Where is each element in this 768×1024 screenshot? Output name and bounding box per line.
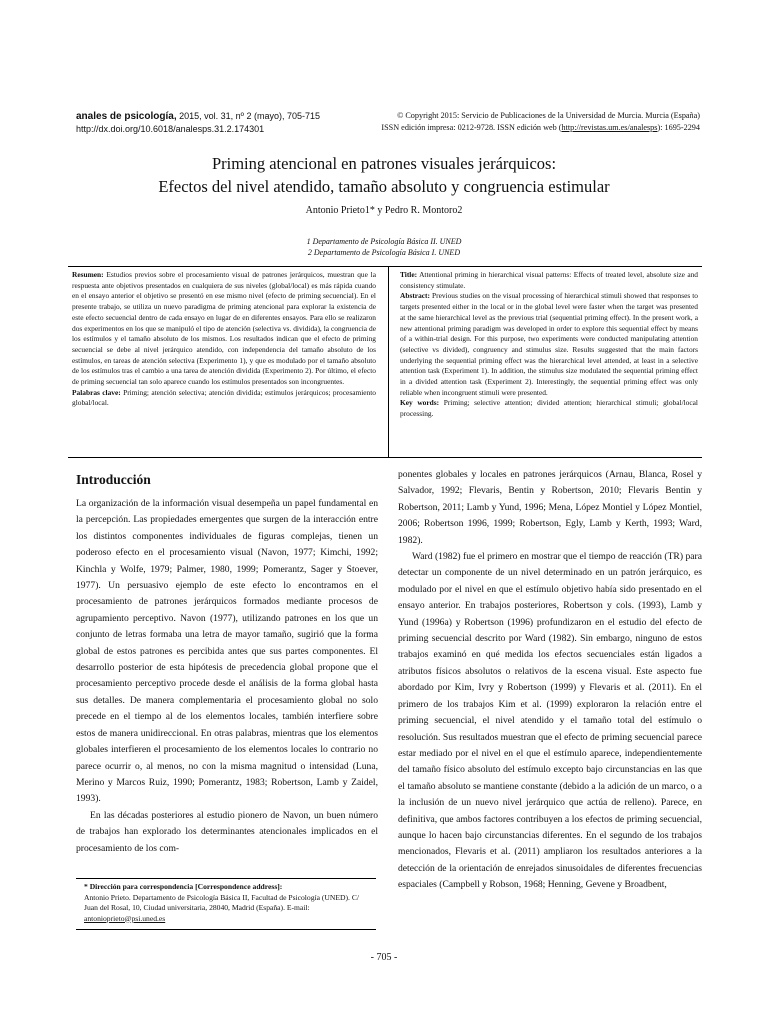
abstract-label: Abstract: — [400, 291, 430, 301]
journal-name: anales de psicología, — [76, 111, 177, 122]
page-number: - 705 - — [370, 952, 398, 963]
title-en-label: Title: — [400, 270, 418, 279]
journal-header — [76, 110, 320, 136]
copyright-header — [381, 110, 700, 134]
abstract-box — [68, 266, 702, 458]
resumen-label: Resumen: — [72, 270, 104, 279]
correspondence-box — [76, 878, 376, 930]
article-title — [0, 152, 768, 198]
doi-link[interactable]: http://dx.doi.org/10.6018/analesps.31.2.174301 — [76, 124, 265, 134]
palabras-clave-label: Palabras clave: — [72, 387, 121, 397]
key-words-text: Priming; selective attention; divided attention; hierarchical stimuli; global/local processing. — [400, 398, 698, 419]
affiliations — [0, 236, 768, 258]
paragraph: La organización de la información visual desempeña un papel fundamental en la percepción. Las propiedades emergentes que surgen de la interacción entre los distintos componentes individuales de figuras complejas, tienen un poderoso efecto en el procesamiento visual (Navon, 1977; Kimchi, 1992; Kinchla y Wolfe, 1979; Palmer, 1980, 1999; Pomerantz, Sager y Stoever, 1977). Un persuasivo ejemplo de este efecto lo encontramos en el procesamiento de patrones jerárquicos formados mediante procesos de agrupamiento perceptivo. Navon (1977), utilizando patrones en los que un conjunto de letras formaba una letra de mayor tamaño, sugirió que la forma global de estos patrones es percibida antes que sus partes componentes. El desarrollo posterior de esta hipótesis de precedencia global propone que el procesamiento perceptivo procede desde el análisis de la forma global hasta sus detalles. De manera complementaria el procesamiento global no solo precede en el tiempo al de los elementos locales, también interfiere sobre estos de manera unidireccional. En otras palabras, mientras que los elementos globales interfieren el procesamiento de los elementos locales lo contrario no parece ocurrir o, al menos, no con la misma magnitud o intensidad (Luna, Merino y Marcos Ruiz, 1990; Pomerantz, 1983; Robertson, Lamb y Zaidel, 1993). — [76, 498, 378, 805]
palabras-clave-text: Priming; atención selectiva; atención dividida; estímulos jerárquicos; procesamiento global/local. — [72, 387, 376, 408]
paragraph: ponentes globales y locales en patrones jerárquicos (Arnau, Blanca, Rosel y Salvador, 1992; Flevaris, Bentin y Robertson, 2010; Flevaris Bentin y Robertson, 2011; Lamb y Yund, 1996; Mena, López Montiel y López Montiel, 2006; Robertson 1996, 1999; Robertson, Egly, Lamb y Kerth, 1993; Ward, 1982). — [398, 469, 702, 546]
email-link[interactable]: antonioprieto@psi.uned.es — [84, 913, 166, 923]
section-title: Introducción — [76, 472, 151, 487]
title-en-text: Attentional priming in hierarchical visual patterns: Effects of treated level, absolute size and consistency stimulate. — [400, 270, 698, 290]
paragraph: En las décadas posteriores al estudio pionero de Navon, un buen número de trabajos han explorado los determinantes atencionales implicados en el procesamiento de los com- — [76, 809, 378, 854]
affiliation-2: 2 Departamento de Psicología Básica I. UNED — [307, 248, 461, 257]
abstract-spanish — [72, 270, 376, 409]
paragraph: Ward (1982) fue el primero en mostrar que el tiempo de reacción (TR) para detectar un componente de un nivel determinado en un patrón jerárquico, es modulado por el nivel en que el estímulo objetivo había sido presentado en el ensayo anterior. En trabajos posteriores, Robertson y cols. (1993), Lamb y Yund (1996a) y Robertson (1996) profundizaron en el estudio del efecto de priming secuencial descrito por Ward (1982). Sin embargo, ninguno de estos trabajos examinó en qué medida los efectos secuenciales están ligados a atributos físicos absolutos o relativos de la escena visual. Este aspecto fue abordado por Kim, Ivry y Robertson (1999) y Flevaris et al. (2011). En el primero de los trabajos Kim et al. (1999) exploraron la relación entre el priming secuencial, el nivel atendido y el tamaño total del estímulo o resolución. Sus resultados muestran que el efecto de priming secuencial parece estar mediado por el nivel en el que el estímulo aparece, independientemente del tamaño físico absoluto del estímulo excepto bajo circunstancias en las que el tamaño absoluto se mantiene constante (debido a la adición de un marco, o a la inclusión de un nuevo nivel jerárquico que actúa de relleno). Parece, en definitiva, que ambos factores contribuyen a los efectos de priming secuencial, aunque lo hacen bajo circunstancias diferentes. En el segundo de los trabajos mencionados, Flevaris et al. (2011) ampliaron los resultados anteriores a la detección de la orientación de enrejados sinusoidales de diferentes frecuencias espaciales (Campbell y Robson, 1968; Henning, Gevene y Broadbent, — [398, 551, 702, 891]
abstract-divider — [388, 267, 389, 457]
authors: Antonio Prieto1* y Pedro R. Montoro2 — [305, 205, 463, 216]
abstract-english — [400, 270, 698, 420]
journal-citation: 2015, vol. 31, nº 2 (mayo), 705-715 — [179, 111, 320, 121]
key-words-label: Key words: — [400, 398, 440, 408]
right-column — [398, 467, 702, 894]
resumen-text: Estudios previos sobre el procesamiento visual de patrones jerárquicos, muestran que la respuesta ante objetivos presentados en cualquiera de sus niveles (global/local) es más rápida cuando en el ensayo anterior el objetivo se presentó en ese mismo nivel (efecto de priming secuencial). En el presente trabajo, se utiliza un nuevo paradigma de priming atencional para explorar la existencia de este efecto secuencial dentro de cada ensayo en lugar de en diferentes ensayos. Para ello se realizaron dos experimentos en los que se manipuló el tipo de atención (selectiva vs. dividida), la congruencia de los estímulos y el tamaño absoluto de los mismos. Los resultados indican que el efecto de priming secuencial se debe al nivel jerárquico atendido, con independencia del tamaño absoluto de los estímulos, en tareas de atención selectiva (Experimento 1), y que es modulado por el tamaño absoluto de los estímulos tras el cambio a una tarea de atención dividida (Experimento 2). Por último, el efecto de priming secuencial tan solo aparece cuando los estímulos presentados son incongruentes. — [72, 270, 376, 387]
title-line-2: Efectos del nivel atendido, tamaño absoluto y congruencia estimular — [158, 177, 610, 196]
correspondence-text: Antonio Prieto. Departamento de Psicología Básica II, Facultad de Psicología (UNED). C/ Juan del Rosal, 10, Ciudad universitaria, 28040, Madrid (España). E-mail: — [84, 892, 360, 912]
abstract-text: Previous studies on the visual processing of hierarchical stimuli showed that responses to targets presented either in the local or in the global level were faster when the target was presented at the same hierarchical level as the previous trial (sequential priming effect). In the present work, a new attentional priming paradigm was developed in order to explore this sequential effect by means of a within-trial design. For this purpose, two experiments were conducted manipulating attention (selective vs divided), congruency and stimulus size. Results suggested that the main factors underlying the sequential priming effect was the hierarchical level attended, at least in a selective attention task (Experiment 1). In addition, the stimulus size modulated the sequential priming effect in a divided attention task (Experiment 2). Interestingly, the sequential priming effect was only reliable when incongruent stimuli were presented. — [400, 291, 698, 397]
correspondence-label: * Dirección para correspondencia [Correspondence address]: — [84, 882, 283, 891]
issn-text-end: ): 1695-2294 — [657, 123, 700, 132]
left-column — [76, 496, 378, 857]
copyright-text: © Copyright 2015: Servicio de Publicaciones de la Universidad de Murcia. Murcia (España) — [397, 111, 700, 120]
journal-website-link[interactable]: http://revistas.um.es/analesps — [561, 123, 658, 132]
issn-text: ISSN edición impresa: 0212-9728. ISSN edición web ( — [381, 123, 562, 132]
affiliation-1: 1 Departamento de Psicología Básica II. UNED — [306, 237, 462, 246]
title-line-1: Priming atencional en patrones visuales jerárquicos: — [211, 154, 557, 173]
